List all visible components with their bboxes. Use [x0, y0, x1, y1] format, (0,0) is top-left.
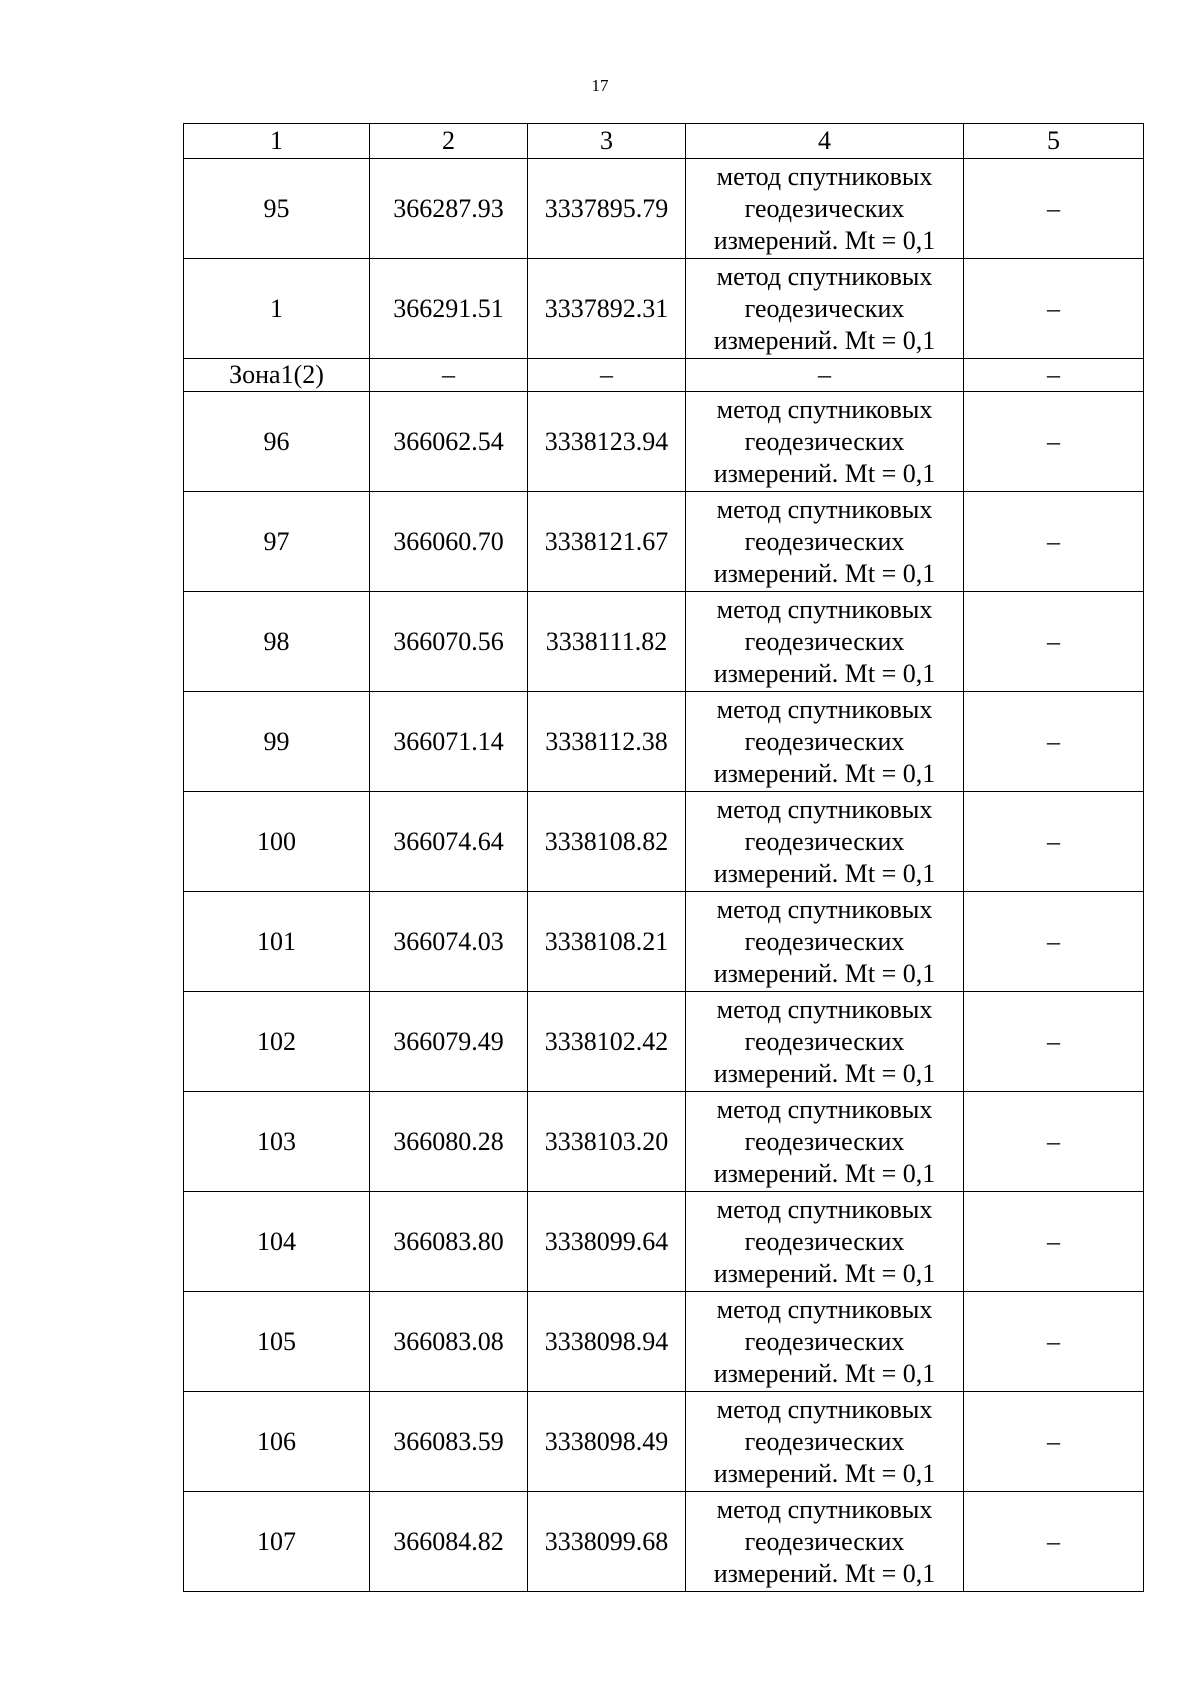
point-number: 1	[184, 259, 370, 359]
method-line: метод спутниковых	[716, 994, 933, 1024]
coordinate-y: 3338099.64	[528, 1192, 686, 1292]
point-number: 99	[184, 692, 370, 792]
point-number: 104	[184, 1192, 370, 1292]
table-row	[184, 892, 1144, 992]
method-line: метод спутниковых	[716, 1294, 933, 1324]
coordinate-x: 366074.64	[370, 792, 528, 892]
coordinate-x: 366062.54	[370, 392, 528, 492]
table-row	[184, 1092, 1144, 1192]
method-line: метод спутниковых	[716, 1094, 933, 1124]
method-line: геодезических	[744, 1526, 905, 1556]
table-row	[184, 792, 1144, 892]
table-row	[184, 159, 1144, 259]
coordinate-x: 366083.80	[370, 1192, 528, 1292]
method-line: геодезических	[744, 726, 905, 756]
method-line: геодезических	[744, 193, 905, 223]
method-line: метод спутниковых	[716, 894, 933, 924]
method-cell	[686, 1492, 964, 1592]
method-cell	[686, 892, 964, 992]
method-line: метод спутниковых	[716, 261, 933, 291]
table-row	[184, 692, 1144, 792]
method-line: геодезических	[744, 426, 905, 456]
method-line: измерений. Mt = 0,1	[713, 758, 936, 788]
note-cell: –	[964, 392, 1144, 492]
table-row	[184, 1392, 1144, 1492]
point-number: 103	[184, 1092, 370, 1192]
coordinate-y: 3338102.42	[528, 992, 686, 1092]
coordinate-y: 3338103.20	[528, 1092, 686, 1192]
page-number: 17	[591, 76, 609, 95]
note-cell: –	[964, 1292, 1144, 1392]
note-cell: –	[964, 892, 1144, 992]
point-number: 95	[184, 159, 370, 259]
table-row	[184, 1492, 1144, 1592]
method-line: геодезических	[744, 1226, 905, 1256]
method-line: метод спутниковых	[716, 161, 933, 191]
method-cell	[686, 692, 964, 792]
method-cell	[686, 1392, 964, 1492]
method-cell	[686, 1192, 964, 1292]
column-header: 5	[964, 124, 1144, 159]
method-line: измерений. Mt = 0,1	[713, 558, 936, 588]
note-cell: –	[964, 1092, 1144, 1192]
method-line: метод спутниковых	[716, 1394, 933, 1424]
method-cell	[686, 1292, 964, 1392]
table-row	[184, 259, 1144, 359]
method-line: измерений. Mt = 0,1	[713, 1358, 936, 1388]
coordinate-y: 3338112.38	[528, 692, 686, 792]
method-line: геодезических	[744, 1426, 905, 1456]
coordinate-x: 366083.59	[370, 1392, 528, 1492]
coordinates-table	[183, 123, 1144, 1592]
point-number: 100	[184, 792, 370, 892]
method-line: измерений. Mt = 0,1	[713, 225, 936, 255]
method-cell	[686, 392, 964, 492]
method-line: метод спутниковых	[716, 694, 933, 724]
method-line: геодезических	[744, 526, 905, 556]
method-line: геодезических	[744, 1126, 905, 1156]
note-cell: –	[964, 692, 1144, 792]
method-line: геодезических	[744, 626, 905, 656]
zone-label: Зона1(2)	[184, 359, 370, 392]
method-cell	[686, 592, 964, 692]
coordinate-y: 3338098.94	[528, 1292, 686, 1392]
method-line: метод спутниковых	[716, 594, 933, 624]
coordinate-y: 3338123.94	[528, 392, 686, 492]
point-number: 102	[184, 992, 370, 1092]
method-line: метод спутниковых	[716, 1194, 933, 1224]
coordinate-x: 366074.03	[370, 892, 528, 992]
method-cell	[686, 492, 964, 592]
method-line: измерений. Mt = 0,1	[713, 958, 936, 988]
method-line: геодезических	[744, 293, 905, 323]
method-line: измерений. Mt = 0,1	[713, 858, 936, 888]
zone-cell: –	[686, 359, 964, 392]
method-line: измерений. Mt = 0,1	[713, 658, 936, 688]
method-line: метод спутниковых	[716, 794, 933, 824]
table-row	[184, 392, 1144, 492]
note-cell: –	[964, 1192, 1144, 1292]
method-cell	[686, 159, 964, 259]
zone-cell: –	[370, 359, 528, 392]
method-cell	[686, 792, 964, 892]
method-line: метод спутниковых	[716, 1494, 933, 1524]
point-number: 96	[184, 392, 370, 492]
note-cell: –	[964, 592, 1144, 692]
note-cell: –	[964, 1492, 1144, 1592]
table-row	[184, 492, 1144, 592]
column-header: 1	[184, 124, 370, 159]
point-number: 98	[184, 592, 370, 692]
method-line: измерений. Mt = 0,1	[713, 458, 936, 488]
column-header: 4	[686, 124, 964, 159]
coordinate-x: 366060.70	[370, 492, 528, 592]
note-cell: –	[964, 159, 1144, 259]
coordinate-x: 366083.08	[370, 1292, 528, 1392]
coordinate-y: 3337892.31	[528, 259, 686, 359]
coordinate-y: 3338098.49	[528, 1392, 686, 1492]
coordinate-x: 366287.93	[370, 159, 528, 259]
coordinate-x: 366070.56	[370, 592, 528, 692]
table-header-row	[184, 124, 1144, 159]
point-number: 107	[184, 1492, 370, 1592]
table-body	[184, 159, 1144, 1592]
method-line: измерений. Mt = 0,1	[713, 1258, 936, 1288]
point-number: 105	[184, 1292, 370, 1392]
point-number: 101	[184, 892, 370, 992]
table-row	[184, 992, 1144, 1092]
coordinate-y: 3337895.79	[528, 159, 686, 259]
method-cell	[686, 1092, 964, 1192]
method-line: метод спутниковых	[716, 394, 933, 424]
table-row	[184, 1192, 1144, 1292]
zone-cell: –	[964, 359, 1144, 392]
point-number: 97	[184, 492, 370, 592]
zone-cell: –	[528, 359, 686, 392]
zone-row	[184, 359, 1144, 392]
note-cell: –	[964, 259, 1144, 359]
method-cell	[686, 259, 964, 359]
coordinate-y: 3338108.82	[528, 792, 686, 892]
coordinate-y: 3338108.21	[528, 892, 686, 992]
method-cell	[686, 992, 964, 1092]
coordinate-x: 366291.51	[370, 259, 528, 359]
note-cell: –	[964, 992, 1144, 1092]
coordinate-x: 366080.28	[370, 1092, 528, 1192]
method-line: измерений. Mt = 0,1	[713, 1558, 936, 1588]
method-line: измерений. Mt = 0,1	[713, 1058, 936, 1088]
note-cell: –	[964, 792, 1144, 892]
table-row	[184, 1292, 1144, 1392]
method-line: измерений. Mt = 0,1	[713, 325, 936, 355]
note-cell: –	[964, 492, 1144, 592]
method-line: геодезических	[744, 1026, 905, 1056]
method-line: геодезических	[744, 1326, 905, 1356]
coordinate-x: 366071.14	[370, 692, 528, 792]
coordinate-x: 366084.82	[370, 1492, 528, 1592]
table-row	[184, 592, 1144, 692]
column-header: 3	[528, 124, 686, 159]
method-line: измерений. Mt = 0,1	[713, 1158, 936, 1188]
point-number: 106	[184, 1392, 370, 1492]
method-line: геодезических	[744, 926, 905, 956]
coordinate-x: 366079.49	[370, 992, 528, 1092]
coordinate-y: 3338099.68	[528, 1492, 686, 1592]
method-line: метод спутниковых	[716, 494, 933, 524]
coordinate-y: 3338121.67	[528, 492, 686, 592]
method-line: геодезических	[744, 826, 905, 856]
note-cell: –	[964, 1392, 1144, 1492]
coordinate-y: 3338111.82	[528, 592, 686, 692]
method-line: измерений. Mt = 0,1	[713, 1458, 936, 1488]
column-header: 2	[370, 124, 528, 159]
